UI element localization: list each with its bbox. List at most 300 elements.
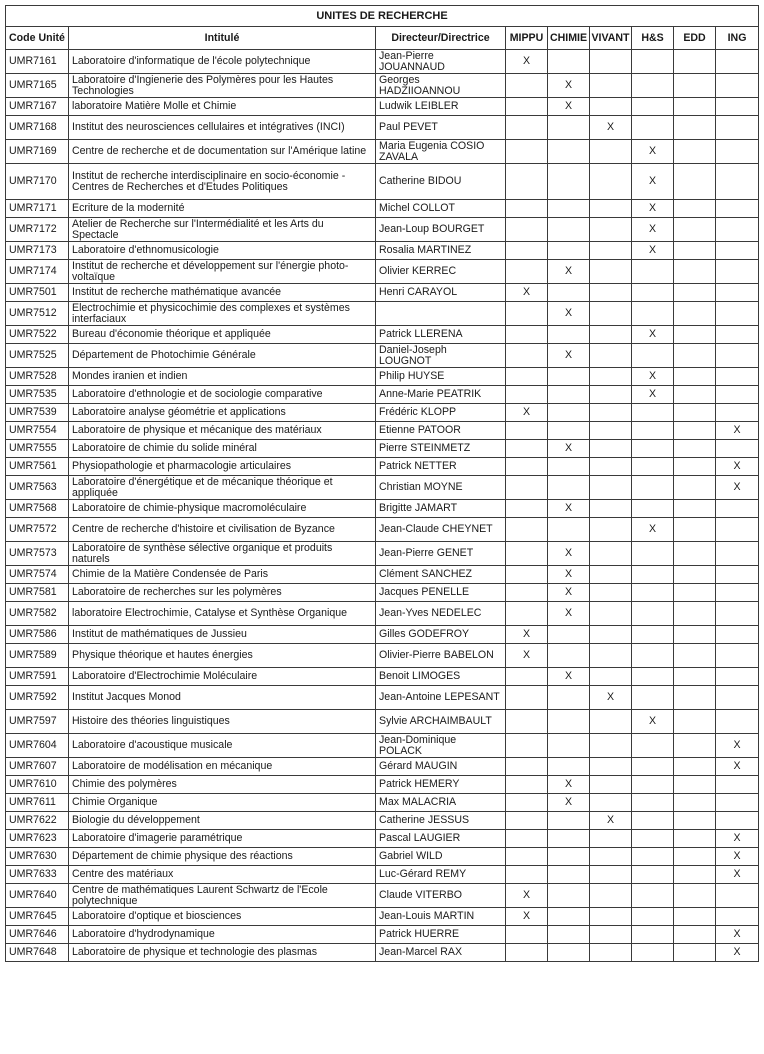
category-cell-hs [632, 584, 674, 602]
category-cell-mippu [506, 344, 548, 368]
unit-code-cell: UMR7592 [6, 686, 69, 710]
category-cell-edd [674, 404, 716, 422]
category-cell-ing [716, 776, 759, 794]
category-cell-ing [716, 686, 759, 710]
category-cell-edd [674, 500, 716, 518]
unit-code-cell: UMR7528 [6, 368, 69, 386]
category-cell-ing [716, 944, 759, 962]
category-cell-ing [716, 830, 759, 848]
category-cell-edd [674, 794, 716, 812]
unit-code-cell: UMR7171 [6, 200, 69, 218]
category-cell-hs [632, 242, 674, 260]
category-cell-mippu [506, 302, 548, 326]
unit-title-cell: Laboratoire de physique et technologie des plasmas [69, 944, 376, 962]
category-cell-vivant [590, 602, 632, 626]
table-row [6, 944, 759, 962]
director-cell: Jean-Louis MARTIN [376, 908, 506, 926]
column-header-hs: H&S [632, 27, 674, 50]
category-cell-chimie [548, 218, 590, 242]
category-cell-edd [674, 164, 716, 200]
table-row [6, 50, 759, 74]
category-cell-ing [716, 302, 759, 326]
unit-code-cell: UMR7169 [6, 140, 69, 164]
category-cell-mippu [506, 218, 548, 242]
table-row [6, 734, 759, 758]
unit-title-cell: Laboratoire d'hydrodynamique [69, 926, 376, 944]
category-cell-mippu [506, 866, 548, 884]
category-cell-ing [716, 734, 759, 758]
unit-title-cell: Institut Jacques Monod [69, 686, 376, 710]
unit-code-cell: UMR7573 [6, 542, 69, 566]
category-cell-ing [716, 758, 759, 776]
category-cell-vivant [590, 734, 632, 758]
table-row [6, 326, 759, 344]
unit-code-cell: UMR7501 [6, 284, 69, 302]
category-cell-edd [674, 668, 716, 686]
category-cell-edd [674, 866, 716, 884]
table-row [6, 866, 759, 884]
category-mark: X [522, 889, 531, 902]
table-row [6, 200, 759, 218]
table-row [6, 794, 759, 812]
table-row [6, 626, 759, 644]
category-cell-edd [674, 908, 716, 926]
category-cell-hs [632, 404, 674, 422]
category-cell-hs [632, 866, 674, 884]
unit-code-cell: UMR7572 [6, 518, 69, 542]
category-cell-hs [632, 758, 674, 776]
category-cell-ing [716, 710, 759, 734]
category-cell-edd [674, 686, 716, 710]
category-cell-mippu [506, 830, 548, 848]
table-row [6, 518, 759, 542]
category-cell-hs [632, 944, 674, 962]
category-cell-mippu [506, 476, 548, 500]
unit-title-cell: Laboratoire d'énergétique et de mécanique théorique et appliquée [69, 476, 376, 500]
category-cell-mippu [506, 422, 548, 440]
category-cell-mippu [506, 626, 548, 644]
unit-title-cell: Laboratoire d'imagerie paramétrique [69, 830, 376, 848]
table-row [6, 116, 759, 140]
unit-code-cell: UMR7610 [6, 776, 69, 794]
category-cell-mippu [506, 326, 548, 344]
table-row [6, 242, 759, 260]
category-cell-mippu [506, 440, 548, 458]
category-cell-hs [632, 848, 674, 866]
category-cell-vivant [590, 404, 632, 422]
category-cell-vivant [590, 74, 632, 98]
category-cell-ing [716, 368, 759, 386]
unit-code-cell: UMR7167 [6, 98, 69, 116]
category-mark: X [564, 670, 573, 683]
unit-title-cell: Laboratoire d'Electrochimie Moléculaire [69, 668, 376, 686]
category-cell-mippu [506, 812, 548, 830]
unit-code-cell: UMR7512 [6, 302, 69, 326]
category-cell-edd [674, 926, 716, 944]
category-cell-vivant [590, 440, 632, 458]
table-row [6, 302, 759, 326]
category-cell-vivant [590, 260, 632, 284]
unit-title-cell: Laboratoire de chimie-physique macromoléculaire [69, 500, 376, 518]
unit-code-cell: UMR7630 [6, 848, 69, 866]
unit-title-cell: Institut de mathématiques de Jussieu [69, 626, 376, 644]
unit-code-cell: UMR7604 [6, 734, 69, 758]
director-cell: Benoit LIMOGES [376, 668, 506, 686]
category-cell-vivant [590, 566, 632, 584]
category-cell-mippu [506, 386, 548, 404]
director-cell [376, 302, 506, 326]
unit-code-cell: UMR7591 [6, 668, 69, 686]
category-cell-ing [716, 812, 759, 830]
category-cell-chimie [548, 944, 590, 962]
category-mark: X [564, 586, 573, 599]
unit-title-cell: Laboratoire de modélisation en mécanique [69, 758, 376, 776]
unit-code-cell: UMR7623 [6, 830, 69, 848]
director-cell: Frédéric KLOPP [376, 404, 506, 422]
category-mark: X [522, 286, 531, 299]
category-mark: X [606, 691, 615, 704]
unit-code-cell: UMR7582 [6, 602, 69, 626]
category-cell-hs [632, 50, 674, 74]
category-cell-vivant [590, 794, 632, 812]
category-cell-chimie [548, 140, 590, 164]
category-cell-ing [716, 218, 759, 242]
category-cell-edd [674, 758, 716, 776]
table-row [6, 542, 759, 566]
category-cell-hs [632, 140, 674, 164]
category-cell-vivant [590, 908, 632, 926]
unit-title-cell: Laboratoire d'Ingienerie des Polymères pour les Hautes Technologies [69, 74, 376, 98]
category-cell-ing [716, 326, 759, 344]
category-mark: X [648, 715, 657, 728]
category-cell-vivant [590, 584, 632, 602]
unit-title-cell: laboratoire Electrochimie, Catalyse et Synthèse Organique [69, 602, 376, 626]
category-cell-ing [716, 602, 759, 626]
unit-code-cell: UMR7161 [6, 50, 69, 74]
category-mark: X [564, 349, 573, 362]
category-cell-hs [632, 734, 674, 758]
unit-code-cell: UMR7581 [6, 584, 69, 602]
category-cell-chimie [548, 734, 590, 758]
category-cell-mippu [506, 458, 548, 476]
category-cell-edd [674, 476, 716, 500]
director-cell: Jacques PENELLE [376, 584, 506, 602]
director-cell: Paul PEVET [376, 116, 506, 140]
director-cell: Olivier KERREC [376, 260, 506, 284]
unit-code-cell: UMR7165 [6, 74, 69, 98]
category-cell-mippu [506, 848, 548, 866]
category-mark: X [564, 79, 573, 92]
category-mark: X [564, 442, 573, 455]
unit-code-cell: UMR7611 [6, 794, 69, 812]
category-cell-edd [674, 518, 716, 542]
category-cell-vivant [590, 368, 632, 386]
category-cell-vivant [590, 830, 632, 848]
table-row [6, 404, 759, 422]
unit-code-cell: UMR7172 [6, 218, 69, 242]
category-cell-ing [716, 476, 759, 500]
unit-title-cell: Laboratoire d'acoustique musicale [69, 734, 376, 758]
table-row [6, 776, 759, 794]
category-cell-chimie [548, 368, 590, 386]
category-mark: X [648, 145, 657, 158]
category-cell-vivant [590, 116, 632, 140]
category-cell-hs [632, 908, 674, 926]
category-cell-edd [674, 626, 716, 644]
table-body [6, 50, 759, 962]
category-cell-vivant [590, 200, 632, 218]
category-cell-mippu [506, 884, 548, 908]
category-cell-edd [674, 74, 716, 98]
unit-code-cell: UMR7622 [6, 812, 69, 830]
unit-code-cell: UMR7589 [6, 644, 69, 668]
director-cell: Ludwik LEIBLER [376, 98, 506, 116]
unit-code-cell: UMR7607 [6, 758, 69, 776]
category-cell-mippu [506, 734, 548, 758]
category-cell-hs [632, 830, 674, 848]
unit-code-cell: UMR7648 [6, 944, 69, 962]
director-cell: Patrick NETTER [376, 458, 506, 476]
unit-title-cell: Institut des neurosciences cellulaires et intégratives (INCI) [69, 116, 376, 140]
category-cell-vivant [590, 542, 632, 566]
director-cell: Rosalia MARTINEZ [376, 242, 506, 260]
category-cell-edd [674, 242, 716, 260]
category-cell-chimie [548, 302, 590, 326]
category-cell-ing [716, 404, 759, 422]
category-cell-chimie [548, 710, 590, 734]
table-row [6, 260, 759, 284]
table-row [6, 458, 759, 476]
category-cell-hs [632, 344, 674, 368]
category-cell-edd [674, 284, 716, 302]
category-cell-vivant [590, 644, 632, 668]
category-mark: X [564, 307, 573, 320]
category-cell-chimie [548, 758, 590, 776]
category-mark: X [564, 607, 573, 620]
unit-code-cell: UMR7645 [6, 908, 69, 926]
column-header-vivant: VIVANT [590, 27, 632, 50]
unit-title-cell: Institut de recherche et développement sur l'énergie photo-voltaïque [69, 260, 376, 284]
unit-title-cell: Département de Photochimie Générale [69, 344, 376, 368]
table-row [6, 758, 759, 776]
research-units-table [5, 5, 759, 962]
table-row [6, 830, 759, 848]
category-mark: X [564, 100, 573, 113]
category-mark: X [648, 202, 657, 215]
category-cell-hs [632, 686, 674, 710]
category-cell-hs [632, 644, 674, 668]
director-cell: Jean-Marcel RAX [376, 944, 506, 962]
category-cell-hs [632, 440, 674, 458]
category-cell-hs [632, 260, 674, 284]
category-cell-hs [632, 218, 674, 242]
unit-title-cell: Physiopathologie et pharmacologie articulaires [69, 458, 376, 476]
table-row [6, 908, 759, 926]
table-row [6, 644, 759, 668]
category-cell-mippu [506, 200, 548, 218]
category-cell-vivant [590, 242, 632, 260]
category-cell-chimie [548, 242, 590, 260]
director-cell: Catherine BIDOU [376, 164, 506, 200]
category-cell-vivant [590, 668, 632, 686]
category-cell-chimie [548, 458, 590, 476]
category-cell-mippu [506, 50, 548, 74]
category-mark: X [733, 739, 741, 752]
category-cell-vivant [590, 284, 632, 302]
table-row [6, 440, 759, 458]
director-cell: Anne-Marie PEATRIK [376, 386, 506, 404]
category-cell-edd [674, 368, 716, 386]
unit-code-cell: UMR7646 [6, 926, 69, 944]
category-mark: X [564, 568, 573, 581]
category-cell-edd [674, 848, 716, 866]
category-cell-edd [674, 50, 716, 74]
director-cell: Luc-Gérard REMY [376, 866, 506, 884]
category-cell-edd [674, 302, 716, 326]
category-mark: X [733, 850, 741, 863]
unit-title-cell: Mondes iranien et indien [69, 368, 376, 386]
category-cell-chimie [548, 440, 590, 458]
unit-code-cell: UMR7555 [6, 440, 69, 458]
unit-title-cell: Laboratoire de synthèse sélective organique et produits naturels [69, 542, 376, 566]
column-header-chimie: CHIMIE [548, 27, 590, 50]
category-cell-mippu [506, 758, 548, 776]
category-cell-vivant [590, 776, 632, 794]
category-cell-vivant [590, 758, 632, 776]
category-cell-chimie [548, 668, 590, 686]
category-cell-ing [716, 164, 759, 200]
category-cell-hs [632, 602, 674, 626]
category-cell-ing [716, 50, 759, 74]
unit-code-cell: UMR7554 [6, 422, 69, 440]
director-cell: Clément SANCHEZ [376, 566, 506, 584]
category-cell-edd [674, 140, 716, 164]
category-cell-mippu [506, 542, 548, 566]
category-cell-ing [716, 458, 759, 476]
category-cell-vivant [590, 218, 632, 242]
table-row [6, 140, 759, 164]
category-cell-chimie [548, 422, 590, 440]
table-row [6, 476, 759, 500]
category-cell-mippu [506, 710, 548, 734]
unit-code-cell: UMR7522 [6, 326, 69, 344]
category-cell-chimie [548, 830, 590, 848]
category-mark: X [522, 55, 531, 68]
category-cell-ing [716, 440, 759, 458]
director-cell: Gabriel WILD [376, 848, 506, 866]
unit-title-cell: laboratoire Matière Molle et Chimie [69, 98, 376, 116]
category-cell-chimie [548, 260, 590, 284]
category-cell-vivant [590, 164, 632, 200]
category-cell-chimie [548, 686, 590, 710]
table-row [6, 812, 759, 830]
category-cell-ing [716, 884, 759, 908]
header-row [6, 27, 759, 50]
director-cell: Catherine JESSUS [376, 812, 506, 830]
unit-title-cell: Histoire des théories linguistiques [69, 710, 376, 734]
unit-code-cell: UMR7539 [6, 404, 69, 422]
director-cell: Michel COLLOT [376, 200, 506, 218]
category-cell-ing [716, 422, 759, 440]
category-cell-chimie [548, 98, 590, 116]
category-cell-chimie [548, 50, 590, 74]
unit-code-cell: UMR7170 [6, 164, 69, 200]
category-cell-edd [674, 566, 716, 584]
unit-code-cell: UMR7525 [6, 344, 69, 368]
director-cell: Jean-Dominique POLACK [376, 734, 506, 758]
category-cell-vivant [590, 626, 632, 644]
unit-code-cell: UMR7574 [6, 566, 69, 584]
category-mark: X [606, 814, 615, 827]
category-cell-mippu [506, 284, 548, 302]
unit-code-cell: UMR7640 [6, 884, 69, 908]
unit-title-cell: Centre de mathématiques Laurent Schwartz de l'Ecole polytechnique [69, 884, 376, 908]
category-cell-edd [674, 602, 716, 626]
category-mark: X [733, 481, 741, 494]
category-cell-vivant [590, 866, 632, 884]
category-cell-chimie [548, 644, 590, 668]
unit-title-cell: Biologie du développement [69, 812, 376, 830]
category-cell-mippu [506, 602, 548, 626]
unit-title-cell: Centre des matériaux [69, 866, 376, 884]
director-cell: Georges HADZIIOANNOU [376, 74, 506, 98]
director-cell: Patrick LLERENA [376, 326, 506, 344]
category-cell-chimie [548, 476, 590, 500]
table-row [6, 218, 759, 242]
director-cell: Etienne PATOOR [376, 422, 506, 440]
director-cell: Jean-Claude CHEYNET [376, 518, 506, 542]
table-row [6, 566, 759, 584]
category-mark: X [606, 121, 615, 134]
unit-title-cell: Laboratoire de physique et mécanique des matériaux [69, 422, 376, 440]
category-cell-chimie [548, 518, 590, 542]
category-cell-chimie [548, 602, 590, 626]
column-header-mippu: MIPPU [506, 27, 548, 50]
category-cell-edd [674, 944, 716, 962]
category-cell-edd [674, 884, 716, 908]
category-cell-hs [632, 98, 674, 116]
category-cell-chimie [548, 500, 590, 518]
category-cell-hs [632, 518, 674, 542]
category-cell-vivant [590, 458, 632, 476]
category-mark: X [733, 868, 741, 881]
category-cell-hs [632, 476, 674, 500]
category-cell-hs [632, 74, 674, 98]
category-cell-hs [632, 566, 674, 584]
category-cell-hs [632, 668, 674, 686]
category-cell-edd [674, 458, 716, 476]
category-cell-ing [716, 98, 759, 116]
category-cell-chimie [548, 908, 590, 926]
director-cell: Jean-Pierre GENET [376, 542, 506, 566]
category-mark: X [733, 946, 741, 959]
director-cell: Jean-Loup BOURGET [376, 218, 506, 242]
category-cell-chimie [548, 542, 590, 566]
category-cell-edd [674, 776, 716, 794]
unit-title-cell: Centre de recherche et de documentation sur l'Amérique latine [69, 140, 376, 164]
unit-code-cell: UMR7173 [6, 242, 69, 260]
category-cell-hs [632, 422, 674, 440]
unit-title-cell: Electrochimie et physicochimie des complexes et systèmes interfaciaux [69, 302, 376, 326]
director-cell: Philip HUYSE [376, 368, 506, 386]
unit-title-cell: Laboratoire d'ethnologie et de sociologie comparative [69, 386, 376, 404]
director-cell: Gérard MAUGIN [376, 758, 506, 776]
table-row [6, 686, 759, 710]
category-cell-vivant [590, 944, 632, 962]
unit-title-cell: Chimie de la Matière Condensée de Paris [69, 566, 376, 584]
table-row [6, 500, 759, 518]
category-cell-chimie [548, 866, 590, 884]
